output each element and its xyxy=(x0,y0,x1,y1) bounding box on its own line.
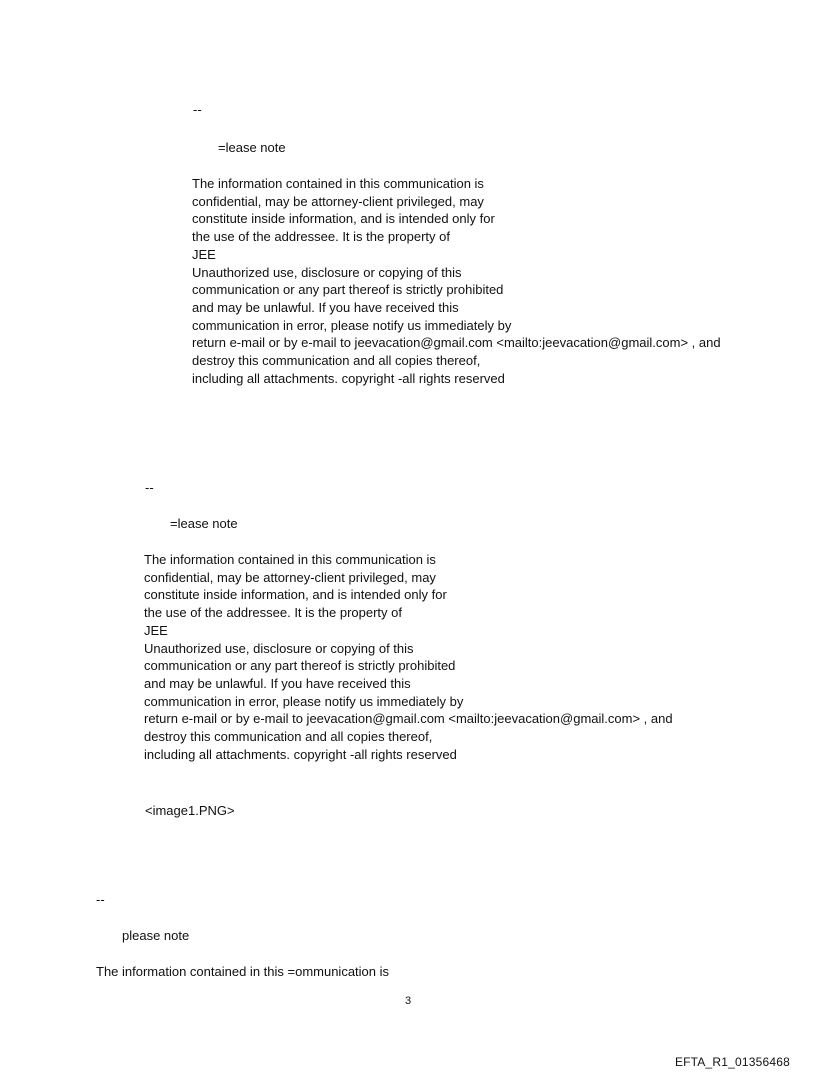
disclaimer-line: Unauthorized use, disclosure or copying of this xyxy=(192,264,462,280)
disclaimer-paragraph-1 xyxy=(192,175,721,387)
note-heading-2: =lease note xyxy=(170,516,238,531)
separator-1: -- xyxy=(193,102,202,117)
disclaimer-line: destroy this communication and all copies thereof, xyxy=(144,729,433,745)
bates-number: EFTA_R1_01356468 xyxy=(674,1055,790,1069)
separator-2: -- xyxy=(145,480,154,495)
disclaimer-line: communication or any part thereof is strictly prohibited xyxy=(192,282,504,298)
disclaimer-paragraph-2 xyxy=(144,551,673,763)
disclaimer-line: Unauthorized use, disclosure or copying of this xyxy=(144,640,414,656)
disclaimer-line: confidential, may be attorney-client privileged, may xyxy=(192,193,484,209)
disclaimer-line: and may be unlawful. If you have received this xyxy=(192,299,459,315)
disclaimer-line: and may be unlawful. If you have received this xyxy=(144,675,411,691)
attachment-reference: <image1.PNG> xyxy=(145,803,235,818)
note-heading-3: please note xyxy=(122,928,190,943)
separator-3: -- xyxy=(96,892,105,907)
disclaimer-line: JEE xyxy=(192,246,216,262)
disclaimer-line: return e-mail or by e-mail to jeevacation@gmail.com <mailto:jeevacation@gmail.com> , and xyxy=(192,335,721,351)
disclaimer-line: the use of the addressee. It is the property of xyxy=(144,605,402,621)
disclaimer-line: The information contained in this =ommunication is xyxy=(96,964,390,979)
disclaimer-line: communication in error, please notify us immediately by xyxy=(144,693,464,709)
disclaimer-line: JEE xyxy=(144,622,168,638)
disclaimer-line: including all attachments. copyright -all rights reserved xyxy=(144,746,457,762)
disclaimer-line: constitute inside information, and is intended only for xyxy=(192,211,495,227)
note-heading-1: =lease note xyxy=(218,140,286,155)
disclaimer-line: The information contained in this communication is xyxy=(144,552,436,567)
disclaimer-line: communication or any part thereof is strictly prohibited xyxy=(144,658,456,674)
disclaimer-line: including all attachments. copyright -all rights reserved xyxy=(192,370,505,386)
disclaimer-line: The information contained in this communication is xyxy=(192,176,484,191)
disclaimer-paragraph-3 xyxy=(96,963,389,981)
disclaimer-line: constitute inside information, and is intended only for xyxy=(144,587,447,603)
disclaimer-line: destroy this communication and all copies thereof, xyxy=(192,353,481,369)
page-number: 3 xyxy=(404,995,412,1007)
disclaimer-line: return e-mail or by e-mail to jeevacation@gmail.com <mailto:jeevacation@gmail.com> , and xyxy=(144,711,673,727)
disclaimer-line: confidential, may be attorney-client privileged, may xyxy=(144,569,436,585)
disclaimer-line: communication in error, please notify us immediately by xyxy=(192,317,512,333)
disclaimer-line: the use of the addressee. It is the property of xyxy=(192,229,450,245)
